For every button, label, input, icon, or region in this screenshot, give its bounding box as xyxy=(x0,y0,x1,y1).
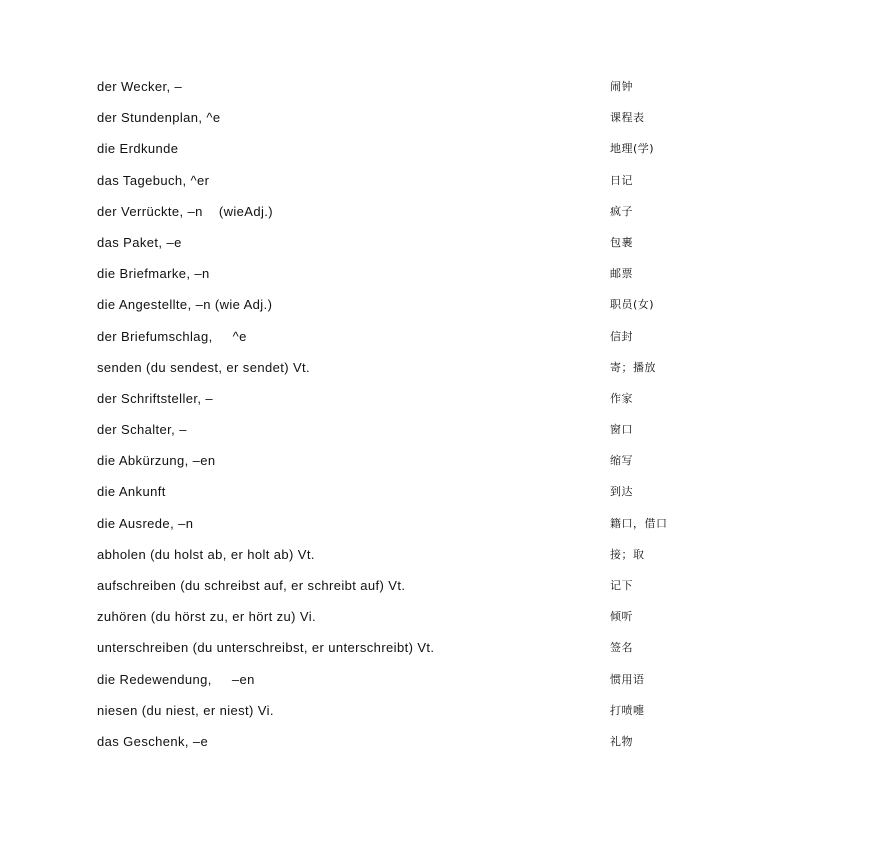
german-term: senden (du sendest, er sendet) Vt. xyxy=(97,359,311,375)
vocab-row xyxy=(97,388,797,419)
vocab-row xyxy=(97,263,797,294)
vocab-row xyxy=(97,232,797,263)
vocab-row xyxy=(97,419,797,450)
chinese-meaning: 日记 xyxy=(610,173,633,187)
german-term: die Ausrede, –n xyxy=(97,515,194,531)
german-term: der Schalter, – xyxy=(97,422,187,438)
chinese-meaning: 作家 xyxy=(610,391,633,405)
german-term: die Briefmarke, –n xyxy=(97,266,210,282)
chinese-meaning: 打喷嚏 xyxy=(610,703,645,717)
german-term: unterschreiben (du unterschreibst, er unterschreibt) Vt. xyxy=(97,640,435,656)
chinese-meaning: 职员(女) xyxy=(610,298,655,312)
chinese-meaning: 到达 xyxy=(610,485,633,499)
german-term: der Briefumschlag, ^e xyxy=(97,328,247,344)
german-term: die Abkürzung, –en xyxy=(97,453,216,469)
chinese-meaning: 闹钟 xyxy=(610,80,633,93)
vocab-row xyxy=(97,138,797,169)
vocab-row xyxy=(97,76,797,107)
vocab-row xyxy=(97,107,797,138)
vocab-row xyxy=(97,170,797,201)
chinese-meaning: 惯用语 xyxy=(610,672,645,686)
vocab-row xyxy=(97,606,797,637)
vocab-row xyxy=(97,575,797,606)
german-term: die Angestellte, –n (wie Adj.) xyxy=(97,297,273,313)
german-term: das Tagebuch, ^er xyxy=(97,172,210,188)
chinese-meaning: 邮票 xyxy=(610,267,633,281)
chinese-meaning: 疯子 xyxy=(610,204,633,218)
chinese-meaning: 缩写 xyxy=(610,454,633,468)
german-term: der Verrückte, –n (wieAdj.) xyxy=(97,203,274,219)
german-term: der Wecker, – xyxy=(97,79,183,94)
chinese-meaning: 寄；播放 xyxy=(610,360,656,374)
chinese-meaning: 礼物 xyxy=(610,734,633,748)
vocab-row xyxy=(97,357,797,388)
vocab-row xyxy=(97,731,797,762)
vocab-row xyxy=(97,450,797,481)
chinese-meaning: 籍口，借口 xyxy=(610,516,668,530)
vocab-row xyxy=(97,201,797,232)
german-term: zuhören (du hörst zu, er hört zu) Vi. xyxy=(97,609,317,625)
chinese-meaning: 接；取 xyxy=(610,547,645,561)
german-term: aufschreiben (du schreibst auf, er schreibt auf) Vt. xyxy=(97,578,406,593)
vocabulary-list xyxy=(97,76,797,762)
chinese-meaning: 包裹 xyxy=(610,235,633,249)
vocab-row xyxy=(97,481,797,512)
chinese-meaning: 倾听 xyxy=(610,610,633,624)
vocab-row xyxy=(97,544,797,575)
chinese-meaning: 信封 xyxy=(610,329,633,343)
chinese-meaning: 课程表 xyxy=(610,111,645,125)
chinese-meaning: 窗口 xyxy=(610,423,633,437)
german-term: die Redewendung, –en xyxy=(97,671,255,687)
vocab-row xyxy=(97,700,797,731)
german-term: die Erdkunde xyxy=(97,141,179,157)
vocab-row xyxy=(97,513,797,544)
german-term: der Stundenplan, ^e xyxy=(97,110,221,126)
german-term: die Ankunft xyxy=(97,484,166,500)
chinese-meaning: 记下 xyxy=(610,579,633,592)
german-term: abholen (du holst ab, er holt ab) Vt. xyxy=(97,546,315,562)
german-term: der Schriftsteller, – xyxy=(97,390,214,406)
vocab-row xyxy=(97,669,797,700)
chinese-meaning: 地理(学) xyxy=(610,142,655,156)
chinese-meaning: 签名 xyxy=(610,641,633,655)
german-term: das Paket, –e xyxy=(97,234,182,250)
vocab-row xyxy=(97,637,797,668)
german-term: das Geschenk, –e xyxy=(97,733,209,749)
vocab-row xyxy=(97,294,797,325)
vocab-row xyxy=(97,326,797,357)
german-term: niesen (du niest, er niest) Vi. xyxy=(97,702,274,718)
